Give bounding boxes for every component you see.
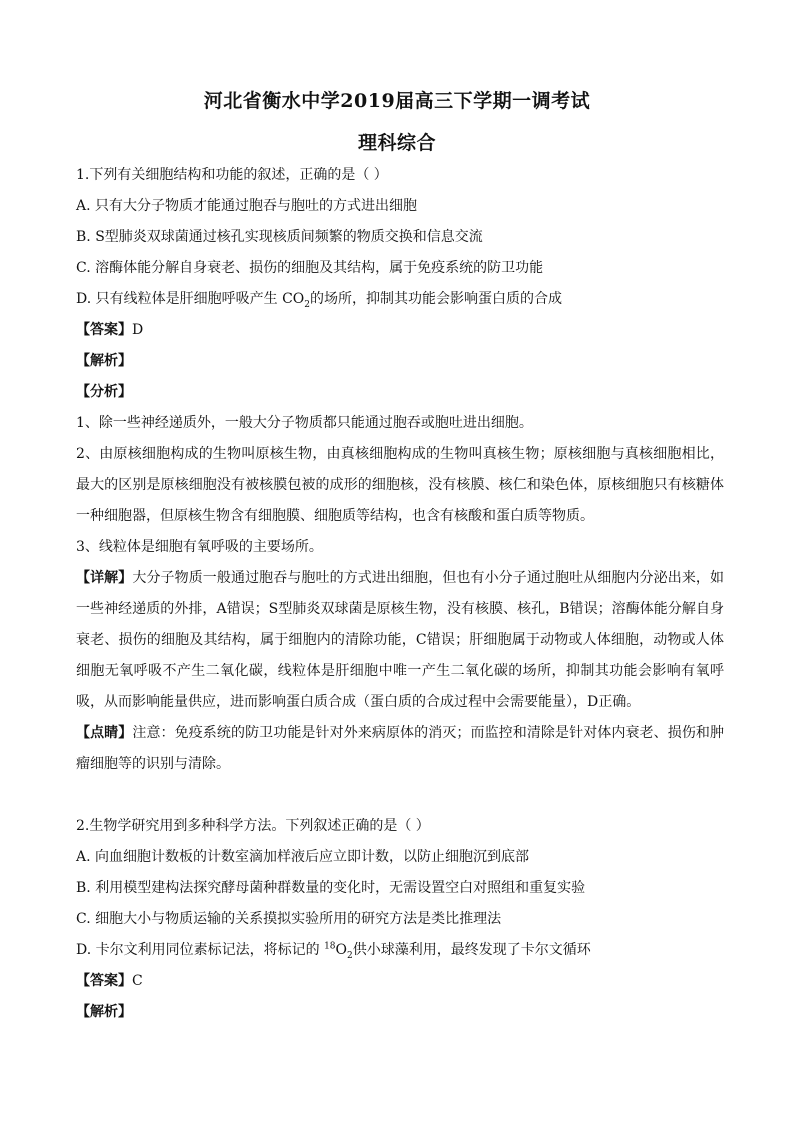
q1-point-2: 2、由原核细胞构成的生物叫原核生物，由真核细胞构成的生物叫真核生物；原核细胞与真核细胞相比，最大的区别是原核细胞没有被核膜包被的成形的细胞核，没有核膜、核仁和染色体，原核细胞只有核糖体一种细胞器，但原核生物含有细胞膜、细胞质等结构，也含有核酸和蛋白质等物质。	[76, 446, 724, 524]
q2-analysis-label: 【解析】	[76, 1004, 132, 1020]
q1-option-a: A. 只有大分子物质才能通过胞吞与胞吐的方式进出细胞	[76, 198, 418, 214]
document-body	[76, 160, 724, 1028]
q2-answer: 【答案】C	[76, 973, 143, 989]
q2-option-c: C. 细胞大小与物质运输的关系摸拟实验所用的研究方法是类比推理法	[76, 911, 502, 927]
q1-option-c: C. 溶酶体能分解自身衰老、损伤的细胞及其结构，属于免疫系统的防卫功能	[76, 260, 544, 276]
q1-point-1: 1、除一些神经递质外，一般大分子物质都只能通过胞吞或胞吐进出细胞。	[76, 415, 533, 431]
document-title: 河北省衡水中学2019届高三下学期一调考试	[203, 90, 591, 112]
q1-option-d: D. 只有线粒体是肝细胞呼吸产生 $CO_2$的场所，抑制其功能会影响蛋白质的合成	[76, 291, 562, 310]
q2-option-a: A. 向血细胞计数板的计数室滴加样液后应立即计数，以防止细胞沉到底部	[76, 849, 530, 865]
q1-fenxi-label: 【分析】	[76, 384, 132, 400]
q1-detail: 【详解】大分子物质一般通过胞吞与胞吐的方式进出细胞，但也有小分子通过胞吐从细胞内分泌出来，如一些神经递质的外排，A错误；S型肺炎双球菌是原核生物，没有核膜、核孔，B错误；溶酶体能分解自身衰老、损伤的细胞及其结构，属于细胞内的清除功能，C错误；肝细胞属于动物或人体细胞，动物或人体细胞无氧呼吸不产生二氧化碳，线粒体是肝细胞中唯一产生二氧化碳的场所，抑制其功能会影响有氧呼吸，从而影响能量供应，进而影响蛋白质合成（蛋白质的合成过程中会需要能量），D正确。	[76, 570, 725, 710]
q1-stem: 1.下列有关细胞结构和功能的叙述，正确的是（ ）	[76, 167, 388, 183]
document-subtitle: 理科综合	[357, 132, 436, 154]
q1-option-b: B. S型肺炎双球菌通过核孔实现核质间频繁的物质交换和信息交流	[76, 229, 483, 245]
q1-analysis-label: 【解析】	[76, 353, 132, 369]
q2-stem: 2.生物学研究用到多种科学方法。下列叙述正确的是（ ）	[76, 818, 430, 834]
q1-answer: 【答案】D	[76, 322, 144, 338]
q2-option-b: B. 利用模型建构法探究酵母菌种群数量的变化时，无需设置空白对照组和重复实验	[76, 880, 586, 896]
q1-note: 【点睛】注意：免疫系统的防卫功能是针对外来病原体的消灭；而监控和清除是针对体内衰老、损伤和肿瘤细胞等的识别与清除。	[76, 725, 725, 772]
spacer	[76, 780, 724, 811]
q1-point-3: 3、线粒体是细胞有氧呼吸的主要场所。	[76, 539, 323, 555]
q2-option-d: D. 卡尔文利用同位素标记法，将标记的 $^{18}O_2$供小球藻利用，最终发现了卡尔文循环	[76, 941, 591, 961]
